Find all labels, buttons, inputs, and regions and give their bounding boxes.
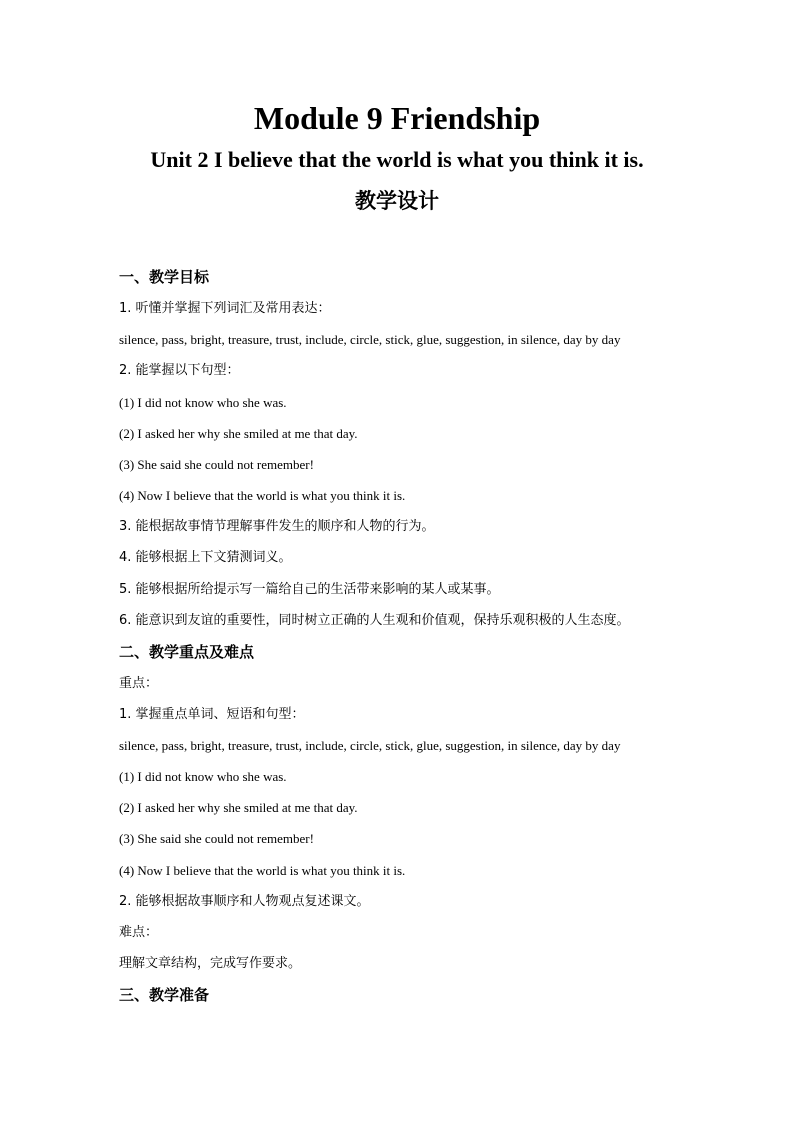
objective-item-2: 2. 能掌握以下句型： (119, 363, 240, 378)
difficulty-item-1: 理解文章结构，完成写作要求。 (119, 956, 302, 971)
section-heading-preparation: 三、教学准备 (119, 986, 210, 1004)
section-heading-key-points: 二、教学重点及难点 (119, 643, 255, 661)
key-points-label: 重点： (119, 676, 159, 691)
objective-item-3: 3. 能根据故事情节理解事件发生的顺序和人物的行为。 (119, 519, 435, 534)
objective-item-6: 6. 能意识到友谊的重要性，同时树立正确的人生观和价值观，保持乐观积极的人生态度。 (119, 613, 630, 628)
sentence-pattern-3: (3) She said she could not remember! (119, 831, 314, 846)
doc-type-title: 教学设计 (355, 189, 439, 213)
objective-item-4: 4. 能够根据上下文猜测词义。 (119, 550, 292, 565)
difficulties-label: 难点： (119, 925, 159, 940)
key-point-1: 1. 掌握重点单词、短语和句型： (119, 707, 305, 722)
sentence-pattern-2: (2) I asked her why she smiled at me that day. (119, 800, 358, 815)
vocabulary-list: silence, pass, bright, treasure, trust, include, circle, stick, glue, suggestion, in silence, day by day (119, 738, 621, 753)
sentence-pattern-2: (2) I asked her why she smiled at me that day. (119, 426, 358, 441)
sentence-pattern-1: (1) I did not know who she was. (119, 769, 287, 784)
vocabulary-list: silence, pass, bright, treasure, trust, include, circle, stick, glue, suggestion, in silence, day by day (119, 332, 621, 347)
sentence-pattern-3: (3) She said she could not remember! (119, 457, 314, 472)
objective-item-5: 5. 能够根据所给提示写一篇给自己的生活带来影响的某人或某事。 (119, 582, 500, 597)
sentence-pattern-4: (4) Now I believe that the world is what you think it is. (119, 863, 406, 878)
module-title: Module 9 Friendship (253, 100, 541, 136)
sentence-pattern-1: (1) I did not know who she was. (119, 395, 287, 410)
unit-title: Unit 2 I believe that the world is what you think it is. (150, 147, 644, 172)
key-point-2: 2. 能够根据故事顺序和人物观点复述课文。 (119, 894, 370, 909)
sentence-pattern-4: (4) Now I believe that the world is what you think it is. (119, 488, 406, 503)
objective-item-1: 1. 听懂并掌握下列词汇及常用表达： (119, 301, 331, 316)
section-heading-objectives: 一、教学目标 (119, 268, 210, 286)
